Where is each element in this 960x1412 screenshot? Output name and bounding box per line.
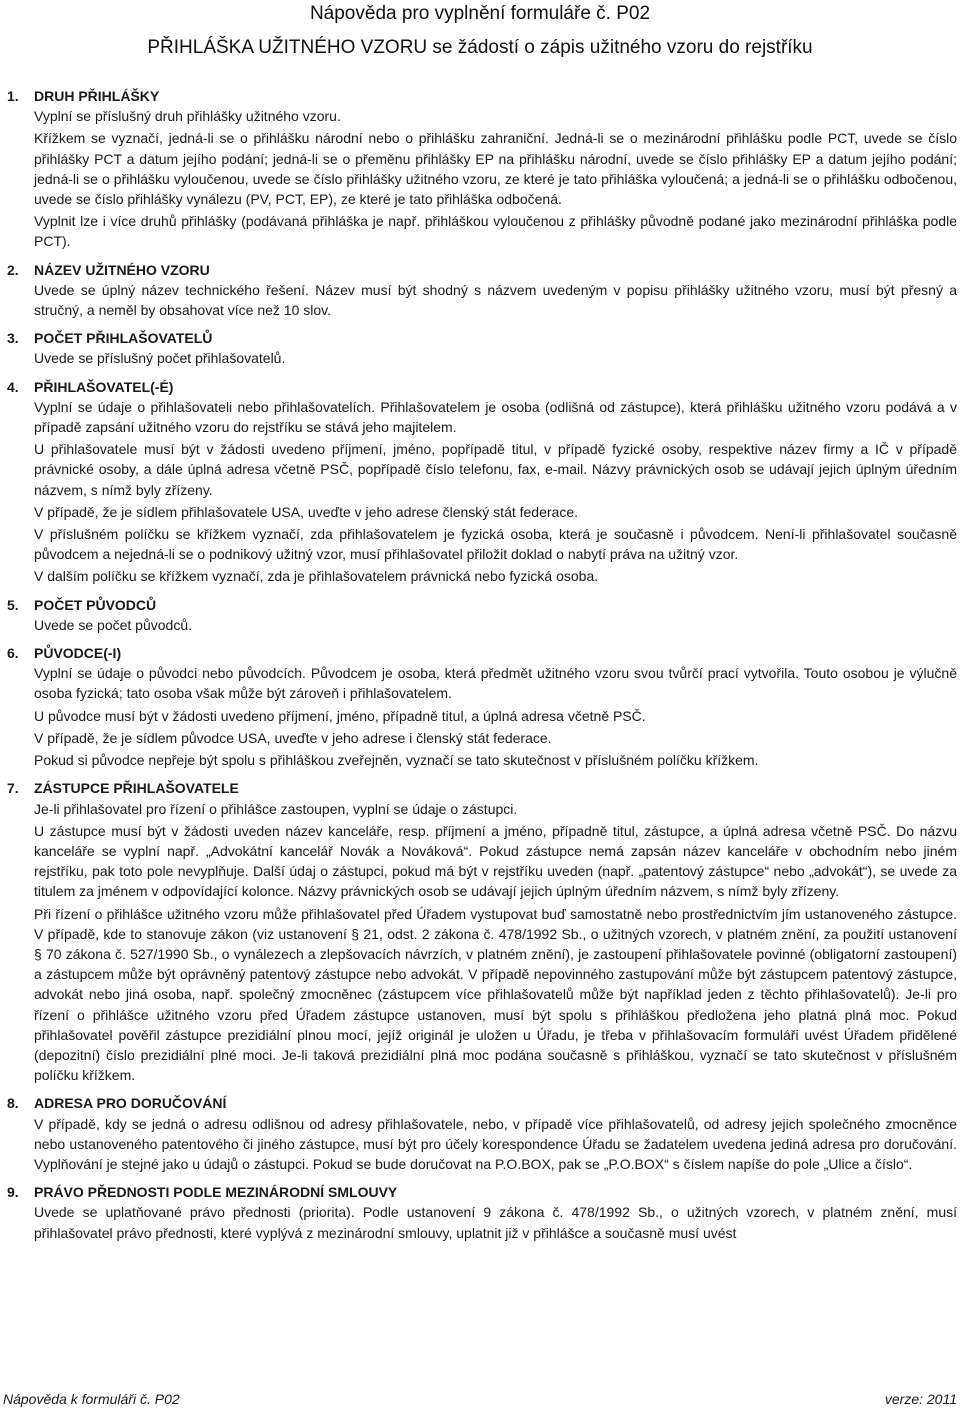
section-title: PŮVODCE(-I): [34, 645, 122, 662]
page-title: Nápověda pro vyplnění formuláře č. P02: [309, 3, 651, 24]
section-body: [7, 348, 957, 368]
section-heading: [7, 86, 957, 106]
section-title: NÁZEV UŽITNÉHO VZORU: [34, 261, 210, 278]
section-body: [7, 106, 957, 251]
section-heading: [7, 1182, 957, 1202]
section-number: 3.: [7, 330, 19, 347]
section-paragraph: Uvede se počet původců.: [34, 616, 192, 633]
section-2: [7, 260, 957, 321]
section-title: POČET PŮVODCŮ: [34, 596, 157, 613]
section-number: 9.: [7, 1184, 19, 1201]
section-paragraph: Vyplní se údaje o původci nebo původcích. Původcem je osoba, která předmět užitného vzoru svou tvůrčí prací vytvořila. Touto osobou je výlučně osoba fyzická; tato osoba však může být zároveň i přihlašovatelem.: [34, 665, 957, 702]
section-title: POČET PŘIHLAŠOVATELŮ: [34, 330, 213, 347]
section-body: [7, 799, 957, 1086]
section-paragraph: V případě, kdy se jedná o adresu odlišnou od adresy přihlašovatele, nebo, v případě více přihlašovatelů, od adresy jejich společného zmocněnce nebo ustanoveného patentového či jiného zástupce, musí být pro účely korespondence Úřadu se žadatelem uvedena jediná adresa pro doručování. Vyplňování je stejné jako u údajů o zástupci. Pokud se bude doručovat na P.O.BOX, pak se „P.O.BOX“ s číslem napíše do pole „Ulice a číslo“.: [34, 1115, 957, 1172]
section-title: PŘIHLAŠOVATEL(-É): [34, 378, 174, 395]
page-footer: [3, 1390, 957, 1408]
footer-form-name: Nápověda k formuláři č. P02: [3, 1391, 180, 1407]
section-body: [7, 1114, 957, 1175]
section-paragraph: U zástupce musí být v žádosti uveden název kanceláře, resp. příjmení a jméno, případně titul, zástupce, a úplná adresa včetně PSČ. Do názvu kanceláře se vyplní např. „Advokátní kancelář Novák a Nováková“. Pokud zástupce nemá zapsán název kanceláře v obchodním nebo jiném rejstříku, pak toto pole nevyplňuje. Další údaj o zástupci, pokud má být v rejstříku uveden (např. „patentový zástupce“ nebo „advokát“), se uvede za titulem za jménem v odpovídající kolonce. Názvy právnických osob se udávají jejich úplným úředním názvem, s nímž byly zřízeny.: [34, 822, 957, 900]
section-heading: [7, 377, 957, 397]
section-paragraph: Vyplní se údaje o přihlašovateli nebo přihlašovatelích. Přihlašovatelem je osoba (odlišná od zástupce), která přihlášku užitného vzoru podává a v případě zapsání užitného vzoru do rejstříku se stává jeho majitelem.: [34, 398, 957, 436]
section-heading: [7, 643, 957, 663]
section-body: [7, 397, 957, 587]
section-body: [7, 1202, 957, 1242]
section-9: [7, 1182, 957, 1243]
section-body: [7, 615, 957, 635]
section-paragraph: U původce musí být v žádosti uvedeno příjmení, jméno, případně titul, a úplná adresa včetně PSČ.: [34, 707, 646, 724]
section-3: [7, 328, 957, 368]
section-title: PRÁVO PŘEDNOSTI PODLE MEZINÁRODNÍ SMLOUVY: [34, 1184, 398, 1201]
section-number: 8.: [7, 1095, 19, 1112]
section-paragraph: Vyplnit lze i více druhů přihlášky (podávaná přihláška je např. přihláškou vyloučenou z přihlášky původně podané jako mezinárodní přihláška podle PCT).: [34, 213, 957, 250]
section-body: [7, 280, 957, 320]
section-heading: [7, 778, 957, 798]
section-heading: [7, 328, 957, 348]
section-6: [7, 643, 957, 770]
section-1: [7, 86, 957, 252]
section-number: 2.: [7, 261, 19, 278]
section-number: 7.: [7, 780, 19, 797]
section-paragraph: V dalším políčku se křížkem vyznačí, zda je přihlašovatelem právnická nebo fyzická osoba.: [34, 568, 599, 585]
section-number: 4.: [7, 378, 19, 395]
section-8: [7, 1093, 957, 1174]
section-7: [7, 778, 957, 1085]
section-paragraph: Pokud si původce nepřeje být spolu s přihláškou zveřejněn, vyznačí se tato skutečnost v příslušném políčku křížkem.: [34, 752, 759, 769]
section-paragraph: Uvede se uplatňované právo přednosti (priorita). Podle ustanovení 9 zákona č. 478/1992 Sb., o užitných vzorech, v platném znění, musí přihlašovatel právo přednosti, které vyplývá z mezinárodní smlouvy, uplatnit již v přihlášce a současně musí uvést: [34, 1204, 957, 1241]
section-paragraph: Vyplní se příslušný druh přihlášky užitného vzoru.: [34, 108, 341, 125]
page-subtitle: PŘIHLÁŠKA UŽITNÉHO VZORU se žádostí o zápis užitného vzoru do rejstříku: [147, 37, 813, 58]
section-paragraph: Uvede se úplný název technického řešení. Název musí být shodný s názvem uvedeným v popisu přihlášky užitného vzoru, musí být přesný a stručný, a neměl by obsahovat více než 10 slov.: [34, 281, 957, 319]
section-paragraph: V případě, že je sídlem původce USA, uveďte v jeho adrese i členský stát federace.: [34, 729, 552, 746]
section-5: [7, 595, 957, 635]
section-number: 1.: [7, 88, 19, 104]
section-title: ADRESA PRO DORUČOVÁNÍ: [34, 1095, 227, 1112]
page-header: [0, 0, 960, 59]
section-paragraph: U přihlašovatele musí být v žádosti uvedeno příjmení, jméno, popřípadě titul, v případě fyzické osoby, respektive název firmy a IČ v případě právnické osoby, a dále úplná adresa včetně PSČ, popřípadě číslo telefonu, fax, e-mail. Názvy právnických osob se udávají jejich úplným úředním názvem, s nímž byly zřízeny.: [34, 441, 957, 498]
section-heading: [7, 1093, 957, 1113]
section-paragraph: Uvede se příslušný počet přihlašovatelů.: [34, 350, 286, 367]
section-number: 5.: [7, 596, 19, 613]
section-paragraph: Při řízení o přihlášce užitného vzoru může přihlašovatel před Úřadem vystupovat buď samostatně nebo prostřednictvím jím ustanoveného zástupce. V případě, kde to stanovuje zákon (viz ustanovení § 21, odst. 2 zákona č. 478/1992 Sb., o užitných vzorech, v platném znění, za použití ustanovení § 70 zákona č. 527/1990 Sb., o vynálezech a zlepšovacích návrzích, v platném znění), je zastoupení přihlašovatele povinné (obligatorní zastoupení) a zástupcem může být oprávněný patentový zástupce nebo advokát. V případě nepovinného zastupování může být zástupcem patentový zástupce, advokát nebo jiná osoba, např. společný zmocněnec (zástupcem více přihlašovatelů může být například jeden z těchto přihlašovatelů). Je-li pro řízení o přihlášce užitného vzoru před Úřadem zástupce ustanoven, musí být spolu s přihláškou předložena jeho platná plná moc. Pokud přihlašovatel pověřil zástupce prezidiální plnou mocí, jejíž originál je uložen u Úřadu, je třeba v přihlašovacím formuláři uvést Úřadem přidělené (depozitní) číslo prezidiální plné moci. Je-li taková prezidiální plná moc podána současně s přihláškou, vyznačí se tato skutečnost v příslušném políčku křížkem.: [34, 905, 957, 1084]
section-paragraph: V případě, že je sídlem přihlašovatele USA, uveďte v jeho adrese členský stát federace.: [34, 503, 579, 520]
section-title: DRUH PŘIHLÁŠKY: [34, 88, 160, 104]
section-paragraph: Je-li přihlašovatel pro řízení o přihlášce zastoupen, vyplní se údaje o zástupci.: [34, 800, 518, 817]
footer-version: verze: 2011: [884, 1391, 957, 1407]
section-4: [7, 377, 957, 587]
section-title: ZÁSTUPCE PŘIHLAŠOVATELE: [34, 780, 239, 797]
section-heading: [7, 595, 957, 615]
section-body: [7, 663, 957, 770]
section-number: 6.: [7, 645, 19, 662]
section-paragraph: V příslušném políčku se křížkem vyznačí, zda přihlašovatelem je fyzická osoba, která je současně i původcem. Není-li přihlašovatel současně původcem a nejedná-li se o podnikový užitný vzor, musí přihlašovatel přiložit doklad o nabytí práva na užitný vzor.: [34, 526, 957, 563]
help-content: [7, 86, 957, 1251]
section-paragraph: Křížkem se vyznačí, jedná-li se o přihlášku národní nebo o přihlášku zahraniční. Jedná-li se o mezinárodní přihlášku podle PCT, uvede se číslo přihlášky PCT a datum jejího podání; jedná-li se o přeměnu přihlášky EP na přihlášku národní, uvede se číslo přihlášky EP a datum jejího podání; jedná-li se o přihlášku vyloučenou, uvede se číslo přihlášky užitného vzoru, ze které je tato přihláška vyloučená; a jedná-li se o přihlášku odbočenou, uvede se číslo přihlášky vynálezu (PV, PCT, EP), ze které je tato přihláška odbočená.: [34, 130, 957, 208]
section-heading: [7, 260, 957, 280]
